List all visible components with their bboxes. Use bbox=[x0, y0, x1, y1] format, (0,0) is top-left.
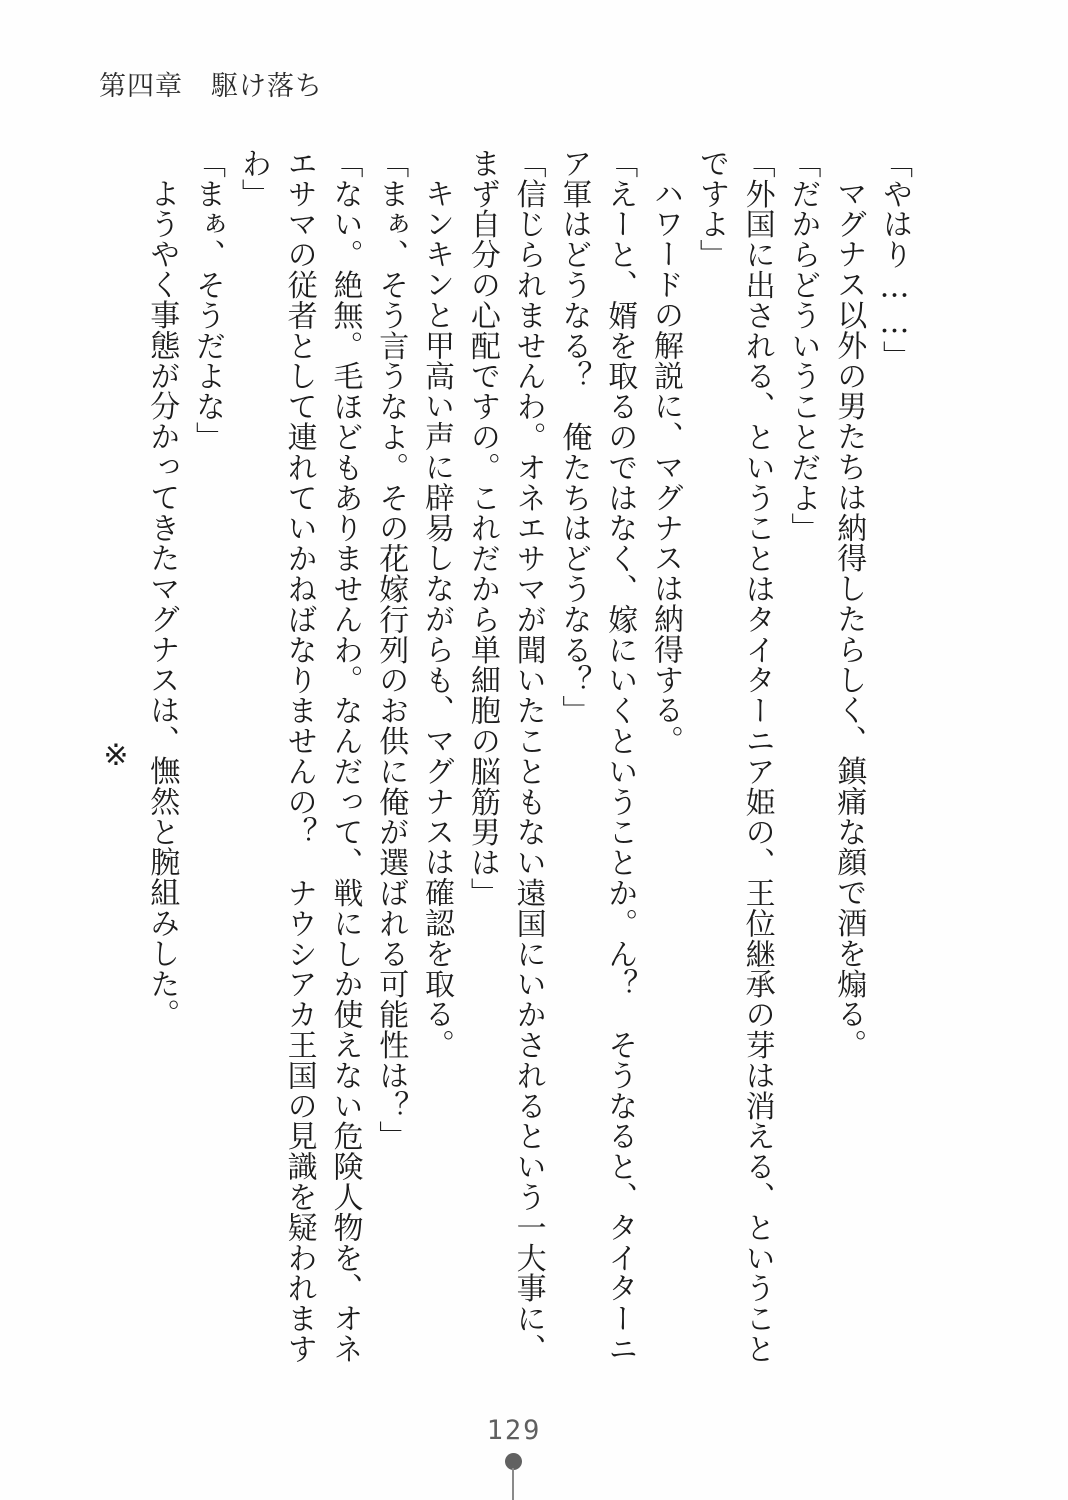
page-number: 129 bbox=[486, 1415, 542, 1446]
paragraph: 「やはり……」 bbox=[877, 148, 912, 371]
paragraph: 「だからどういうことだよ」 bbox=[785, 148, 821, 544]
main-text-block bbox=[93, 148, 917, 1364]
paragraph: ハワードの解説に、マグナスは納得する。 bbox=[648, 178, 684, 756]
paragraph: 「外国に出される、ということはタイターニア姫の、王位継承の芽は消える、ということですよ」 bbox=[693, 148, 775, 1364]
chapter-header: 第四章 駆け落ち bbox=[99, 71, 323, 102]
paragraph: マグナス以外の男たちは納得したらしく、鎮痛な顔で酒を煽る。 bbox=[831, 178, 867, 1060]
paragraph: 「えーと、婿を取るのではなく、嫁にいくということか。ん？ そうなると、タイターニア軍はどうなる？ 俺たちはどうなる？」 bbox=[556, 148, 638, 1364]
footer-line-ornament bbox=[512, 1468, 514, 1500]
paragraph: ようやく事態が分かってきたマグナスは、憮然と腕組みした。 bbox=[144, 178, 180, 1030]
paragraph: 「信じられませんわ。オネエサマが聞いたこともない遠国にいかされるという一大事に、まず自分の心配ですの。これだから単細胞の脳筋男は」 bbox=[464, 148, 546, 1364]
paragraph: キンキンと甲高い声に辟易しながらも、マグナスは確認を取る。 bbox=[419, 178, 455, 1060]
paragraph: 「まぁ、そう言うなよ。その花嫁行列のお供に俺が選ばれる可能性は？」 bbox=[373, 148, 409, 1152]
paragraph: 「ない。絶無。毛ほどもありませんわ。なんだって、戦にしか使えない危険人物を、オネエサマの従者として連れていかねばなりませんの？ ナウシアカ王国の見識を疑われますわ」 bbox=[235, 148, 363, 1364]
paragraph: 「まぁ、そうだよな」 bbox=[190, 148, 226, 452]
scene-break-mark: ※ bbox=[98, 738, 134, 774]
